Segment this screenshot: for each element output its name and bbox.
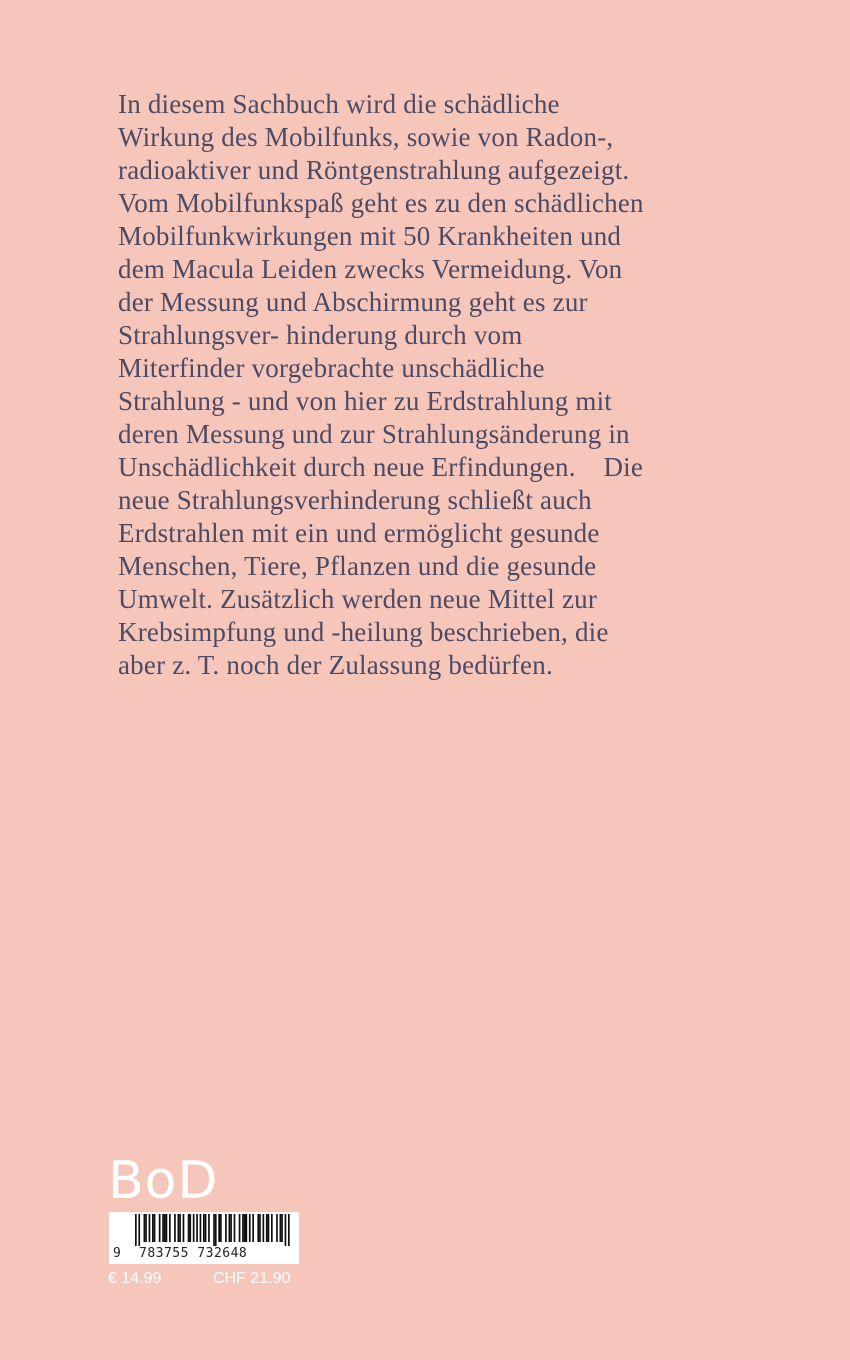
barcode-bar bbox=[138, 1214, 140, 1246]
blurb-line: neue Strahlungsverhinderung schließt auch bbox=[118, 485, 592, 515]
barcode-bar bbox=[135, 1214, 137, 1246]
barcode-bar bbox=[152, 1214, 154, 1242]
blurb-line: Erdstrahlen mit ein und ermöglicht gesunde bbox=[118, 518, 600, 548]
barcode-bar bbox=[229, 1214, 231, 1242]
blurb-line: In diesem Sachbuch wird die schädliche bbox=[118, 89, 560, 119]
barcode-bar bbox=[249, 1214, 251, 1242]
barcode-bar bbox=[159, 1214, 161, 1242]
barcode-bar bbox=[257, 1214, 259, 1242]
barcode-bar bbox=[188, 1214, 190, 1242]
barcode-bar bbox=[239, 1214, 241, 1242]
barcode-bar bbox=[205, 1214, 207, 1242]
barcode-bar bbox=[179, 1214, 181, 1242]
barcode-bars bbox=[109, 1212, 299, 1248]
blurb-line: deren Messung und zur Strahlungsänderung in bbox=[118, 419, 630, 449]
barcode-bar bbox=[225, 1214, 227, 1242]
barcode-bar bbox=[285, 1214, 287, 1246]
barcode-bar bbox=[263, 1214, 265, 1242]
barcode-bar bbox=[230, 1214, 232, 1242]
barcode-bar bbox=[276, 1214, 278, 1242]
barcode-bar bbox=[271, 1214, 273, 1242]
barcode-bar bbox=[154, 1214, 156, 1242]
barcode-bar bbox=[144, 1214, 146, 1242]
barcode-bar bbox=[246, 1214, 248, 1242]
barcode-bar bbox=[213, 1214, 215, 1246]
barcode-bar bbox=[218, 1214, 220, 1242]
barcode-bar bbox=[145, 1214, 147, 1242]
barcode-bar bbox=[149, 1214, 151, 1242]
price-chf: CHF 21.90 bbox=[213, 1270, 291, 1287]
back-cover-blurb bbox=[118, 88, 758, 682]
barcode-bar bbox=[266, 1214, 268, 1242]
barcode-bar bbox=[189, 1214, 191, 1242]
barcode-bar bbox=[203, 1214, 205, 1242]
price-eur: € 14.99 bbox=[108, 1270, 162, 1287]
blurb-line: Unschädlichkeit durch neue Erfindungen. Die bbox=[118, 452, 644, 482]
blurb-line: Strahlungsver- hinderung durch vom bbox=[118, 320, 523, 350]
blurb-line: Mobilfunkwirkungen mit 50 Krankheiten und bbox=[118, 221, 622, 251]
isbn-barcode bbox=[109, 1212, 299, 1264]
blurb-line: Strahlung - und von hier zu Erdstrahlung mit bbox=[118, 386, 612, 416]
barcode-bar bbox=[166, 1214, 168, 1242]
barcode-bar bbox=[196, 1214, 198, 1242]
barcode-bar bbox=[259, 1214, 261, 1242]
blurb-line: dem Macula Leiden zwecks Vermeidung. Von bbox=[118, 254, 623, 284]
barcode-bar bbox=[208, 1214, 210, 1242]
barcode-bar bbox=[268, 1214, 270, 1242]
blurb-line: der Messung und Abschirmung geht es zur bbox=[118, 287, 588, 317]
barcode-bar bbox=[281, 1214, 283, 1242]
barcode-bar bbox=[252, 1214, 254, 1242]
barcode-bar bbox=[242, 1214, 244, 1242]
barcode-bar bbox=[162, 1214, 164, 1242]
blurb-line: Umwelt. Zusätzlich werden neue Mittel zur bbox=[118, 584, 598, 614]
publisher-logo: BoD bbox=[108, 1151, 219, 1211]
blurb-line: Krebsimpfung und -heilung beschrieben, die bbox=[118, 617, 609, 647]
barcode-bar bbox=[169, 1214, 171, 1242]
blurb-line: Miterfinder vorgebrachte unschädliche bbox=[118, 353, 545, 383]
barcode-bar bbox=[288, 1214, 290, 1246]
barcode-lead-digit: 9 bbox=[113, 1246, 121, 1261]
barcode-bar bbox=[183, 1214, 185, 1242]
barcode-bar bbox=[244, 1214, 246, 1242]
barcode-bar bbox=[280, 1214, 282, 1242]
barcode-bar bbox=[220, 1214, 222, 1242]
barcode-bar bbox=[200, 1214, 202, 1242]
barcode-bar bbox=[193, 1214, 195, 1242]
barcode-bar bbox=[234, 1214, 236, 1242]
barcode-bar bbox=[174, 1214, 176, 1242]
barcode-bar bbox=[178, 1214, 180, 1242]
blurb-line: Vom Mobilfunkspaß geht es zu den schädlichen bbox=[118, 188, 644, 218]
blurb-line: radioaktiver und Röntgenstrahlung aufgezeigt. bbox=[118, 155, 630, 185]
blurb-line: Menschen, Tiere, Pflanzen und die gesunde bbox=[118, 551, 597, 581]
barcode-bar bbox=[215, 1214, 217, 1246]
barcode-digits: 783755 732648 bbox=[139, 1246, 248, 1261]
blurb-line: Wirkung des Mobilfunks, sowie von Radon-, bbox=[118, 122, 614, 152]
barcode-bar bbox=[164, 1214, 166, 1242]
blurb-line: aber z. T. noch der Zulassung bedürfen. bbox=[118, 650, 553, 680]
